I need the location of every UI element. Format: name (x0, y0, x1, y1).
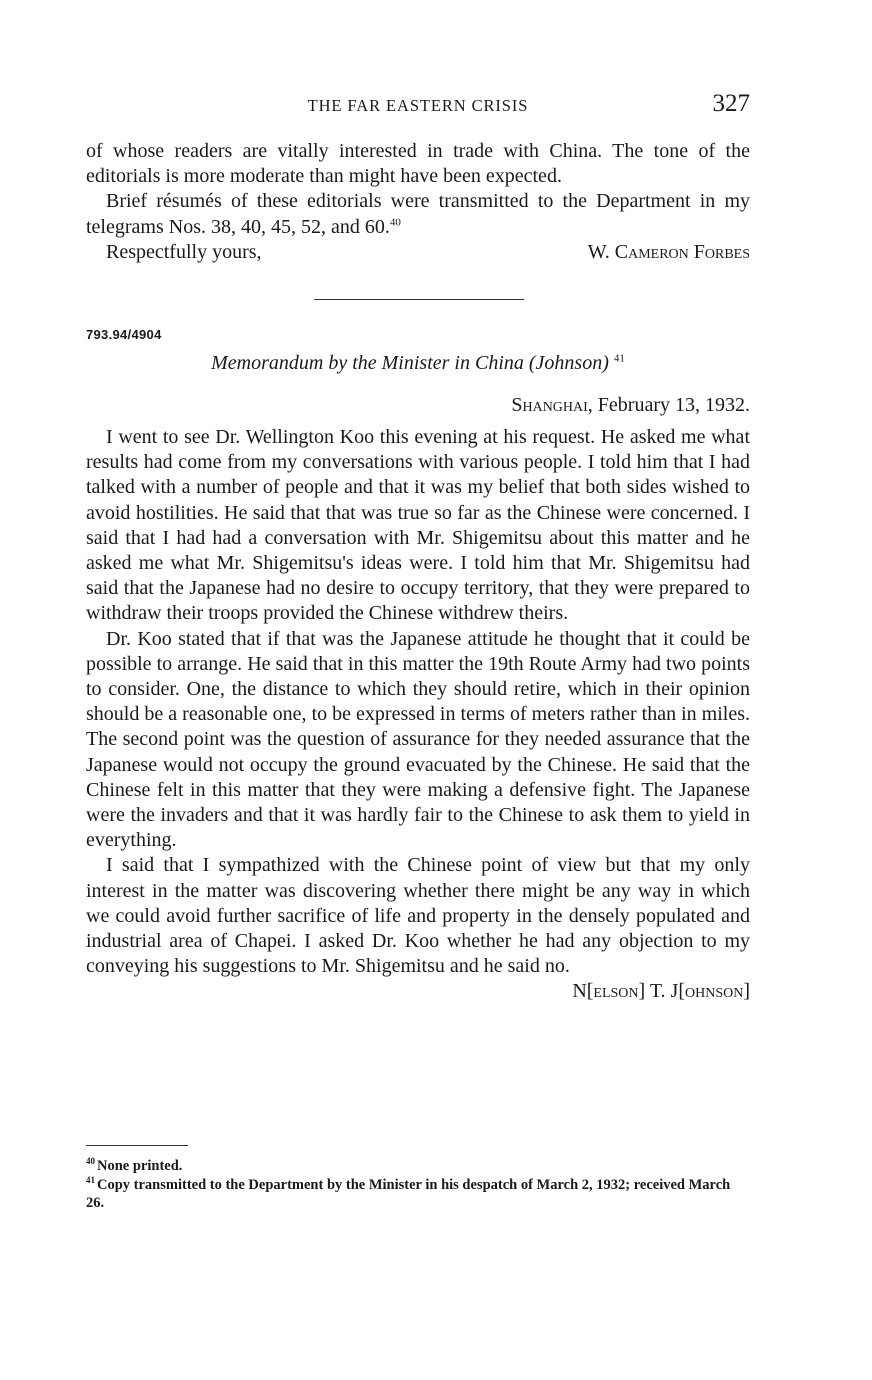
footnote-reference: 41 (613, 352, 625, 365)
memo-signature: N[elson] T. J[ohnson] (572, 980, 750, 1003)
letter-closing (86, 240, 750, 266)
running-title: THE FAR EASTERN CRISIS (307, 96, 529, 115)
place-date-line (511, 394, 750, 417)
memo-date: February 13, 1932. (597, 394, 750, 416)
footnote-text: None printed. (97, 1158, 183, 1174)
intro-paragraph-text: Brief résumés of these editorials were transmitted to the Department in my telegrams Nos. 38, 40, 45, 52, and 60. (86, 190, 750, 238)
file-number: 793.94/4904 (86, 327, 162, 342)
section-divider (314, 299, 524, 300)
memo-body (86, 425, 750, 1005)
letter-signature: W. Cameron Forbes (587, 240, 750, 263)
footnote-divider (86, 1145, 188, 1146)
footnotes (86, 1157, 750, 1213)
intro-block (86, 139, 750, 266)
footnote (86, 1157, 750, 1176)
intro-paragraph: of whose readers are vitally interested in trade with China. The tone of the editorials is more moderate than might have been expected. (86, 140, 750, 188)
footnote-text: Copy transmitted to the Department by the Minister in his despatch of March 2, 1932; received March 26. (86, 1176, 731, 1211)
memo-title (86, 352, 750, 375)
running-header (86, 92, 750, 122)
footnote-reference: 40 (389, 215, 401, 228)
closing-phrase: Respectfully yours, (106, 240, 262, 263)
memo-paragraph: Dr. Koo stated that if that was the Japanese attitude he thought that it could be possible to arrange. He said that in this matter the 19th Route Army had two points to consider. One, the distance to which they should retire, which in their opinion should be a reasonable one, to be expressed in terms of meters rather than in miles. The second point was the question of assurance for they needed assurance that the Japanese would not occupy the ground evacuated by the Chinese. He said that the Chinese felt in this matter that they were making a defensive fight. The Japanese were the invaders and that it was hardly fair to the Chinese to ask them to yield in everything. (86, 627, 750, 852)
memo-paragraph: I went to see Dr. Wellington Koo this evening at his request. He asked me what results had come from my conversations with various people. I told him that I had talked with a number of people and that it was my belief that both sides wished to avoid hostilities. He said that that was true so far as the Chinese were concerned. I said that I had had a conversation with Mr. Shigemitsu about this matter and he asked me what Mr. Shigemitsu's ideas were. I told him that Mr. Shigemitsu had said that the Japanese had no desire to occupy territory, that they were prepared to withdraw their troops provided the Chinese withdrew theirs. (86, 426, 750, 625)
memo-title-text: Memorandum by the Minister in China (Johnson) (211, 352, 609, 374)
footnote-mark: 41 (86, 1174, 95, 1185)
document-page (86, 0, 750, 1380)
page-number: 327 (712, 90, 750, 117)
memo-paragraph: I said that I sympathized with the Chinese point of view but that my only interest in the matter was discovering whether there might be any way in which we could avoid further sacrifice of life and property in the densely populated and industrial area of Chapei. I asked Dr. Koo whether he had any objection to my conveying his suggestions to Mr. Shigemitsu and he said no. (86, 854, 750, 978)
footnote-mark: 40 (86, 1156, 95, 1167)
memo-place: Shanghai, (511, 394, 593, 416)
intro-paragraph-resumes (86, 189, 750, 239)
footnote (86, 1176, 750, 1213)
